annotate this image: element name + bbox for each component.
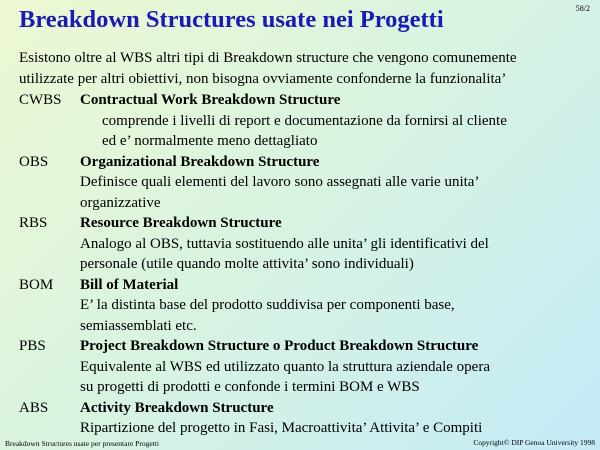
structure-name: Organizational Breakdown Structure [80,153,320,170]
structure-item-pbs [19,336,594,398]
slide-title: Breakdown Structures usate nei Progetti [19,6,444,33]
structure-item-bom [19,275,594,337]
structure-description-line: Equivalente al WBS ed utilizzato quanto la struttura aziendale opera [80,358,490,375]
intro-paragraph [19,48,594,89]
structure-description-line: semiassemblati etc. [80,317,197,334]
breakdown-structure-list [19,90,594,439]
footer-caption: Breakdown Structures usate per presentare Progetti [5,439,159,448]
structure-item-obs [19,152,594,214]
structure-name: Project Breakdown Structure o Product Breakdown Structure [80,338,479,354]
structure-item-cwbs [19,90,594,152]
structure-abbreviation: RBS [19,215,48,231]
structure-description-line: su progetti di prodotti e confonde i termini BOM e WBS [80,379,420,395]
structure-abbreviation: CWBS [19,92,62,108]
structure-name: Bill of Material [80,276,179,293]
copyright-notice: Copyright© DIP Genoa University 1998 [473,438,595,447]
structure-description-line: Analogo al OBS, tuttavia sostituendo alle unita’ gli identificativi del [80,235,489,252]
intro-line: Esistono oltre al WBS altri tipi di Breakdown structure che vengono comunemente [19,50,517,66]
structure-description-line: E’ la distinta base del prodotto suddivisa per componenti base, [80,297,455,313]
structure-name: Activity Breakdown Structure [80,399,274,416]
structure-name: Resource Breakdown Structure [80,215,282,231]
page-number: 58/2 [575,4,590,13]
structure-description-line: comprende i livelli di report e documentazione da fornirsi al cliente [102,112,507,129]
structure-abbreviation: OBS [19,153,49,170]
structure-item-rbs [19,213,594,275]
intro-line: utilizzate per altri obiettivi, non bisogna ovviamente confonderne la funzionalita’ [19,70,507,87]
structure-name: Contractual Work Breakdown Structure [80,92,341,108]
structure-description-line: Definisce quali elementi del lavoro sono assegnati alle varie unita’ [80,174,480,190]
structure-item-abs [19,398,594,439]
structure-description-line: organizzative [80,194,161,211]
structure-abbreviation: ABS [19,399,49,416]
structure-abbreviation: PBS [19,338,46,354]
structure-abbreviation: BOM [19,276,54,293]
structure-description-line: Ripartizione del progetto in Fasi, Macroattivita’ Attivita’ e Compiti [80,420,483,436]
structure-description-line: personale (utile quando molte attivita’ sono individuali) [80,256,414,272]
structure-description-line: ed e’ normalmente meno dettagliato [102,133,318,149]
